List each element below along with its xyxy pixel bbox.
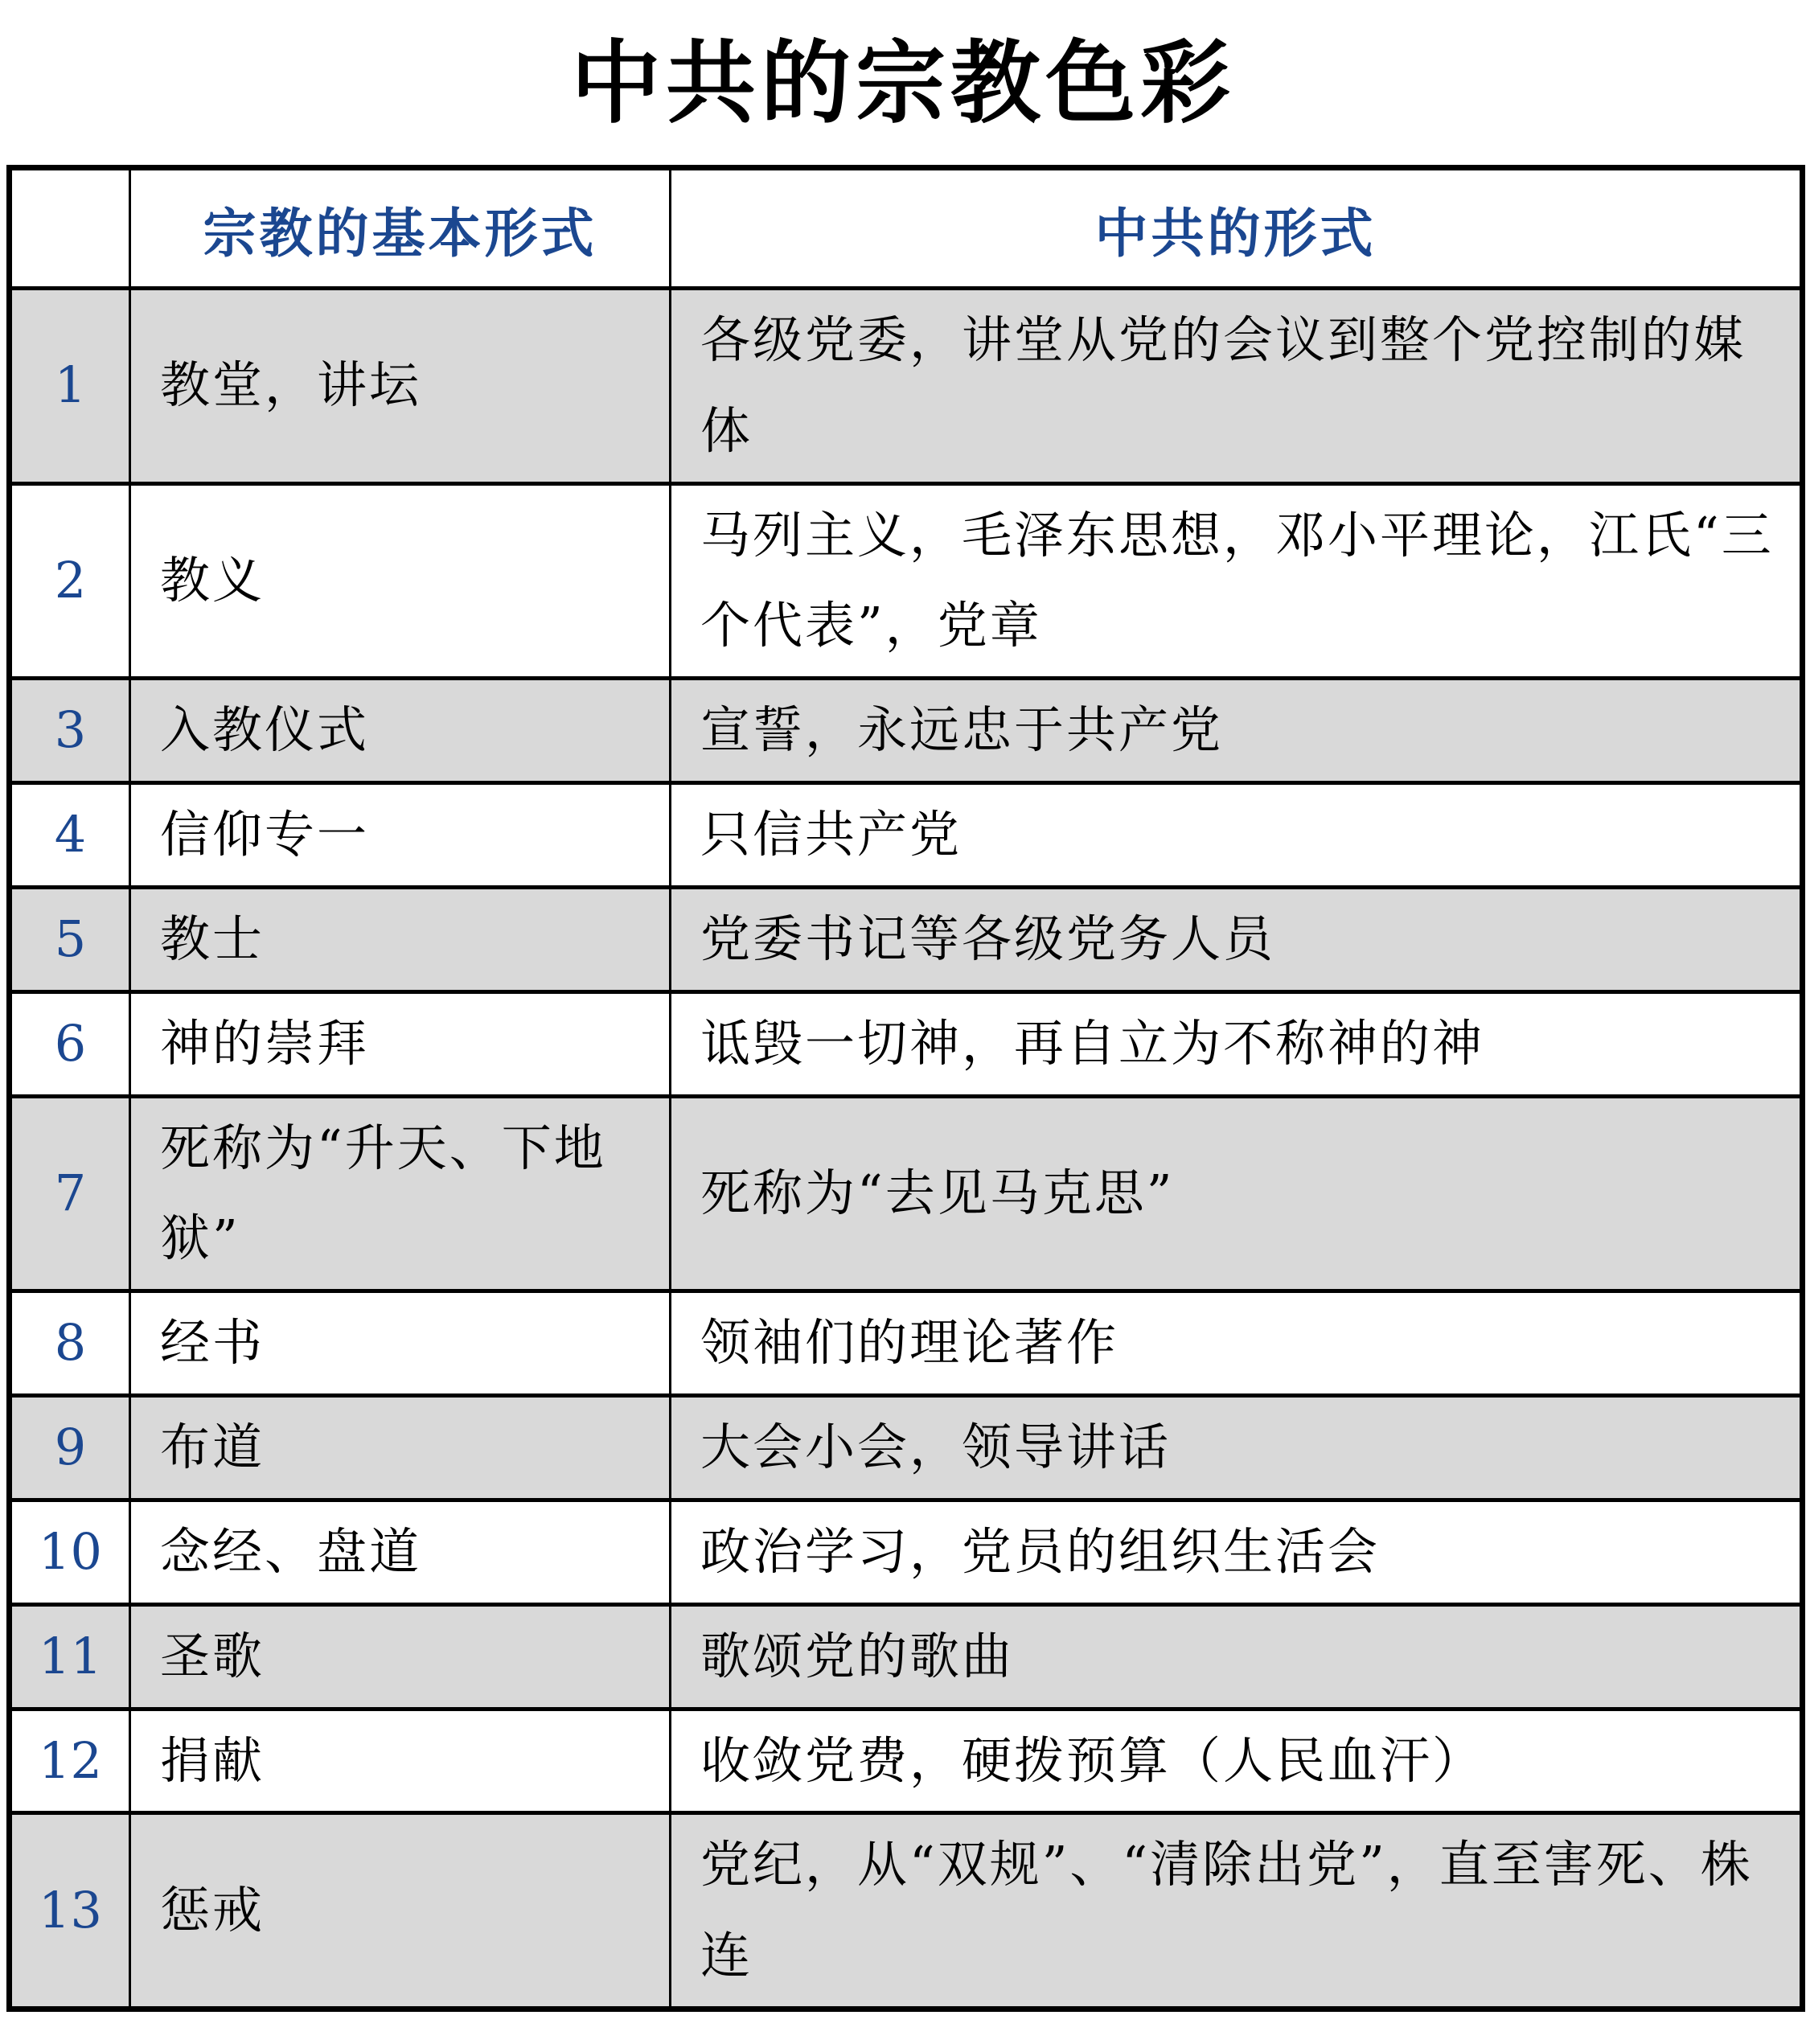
table-row xyxy=(10,1604,1803,1709)
ccp-form-cell: 大会小会，领导讲话 xyxy=(671,1396,1803,1500)
ccp-form-cell: 各级党委，讲堂从党的会议到整个党控制的媒体 xyxy=(671,289,1803,484)
ccp-form-cell: 宣誓，永远忠于共产党 xyxy=(671,679,1803,783)
basic-form-cell: 教堂，讲坛 xyxy=(130,289,671,484)
row-number-cell: 13 xyxy=(10,1813,130,2009)
table-row xyxy=(10,1396,1803,1500)
basic-form-cell: 教士 xyxy=(130,887,671,991)
ccp-form-cell: 收敛党费，硬拨预算（人民血汗） xyxy=(671,1709,1803,1813)
table-row xyxy=(10,1291,1803,1396)
basic-form-cell: 惩戒 xyxy=(130,1813,671,2009)
ccp-form-cell: 党纪，从“双规”、“清除出党”，直至害死、株连 xyxy=(671,1813,1803,2009)
header-row xyxy=(10,168,1803,289)
row-number-cell: 6 xyxy=(10,991,130,1096)
page xyxy=(0,11,1806,2012)
ccp-form-cell: 只信共产党 xyxy=(671,783,1803,888)
table-row xyxy=(10,1709,1803,1813)
table-row xyxy=(10,783,1803,888)
table-row xyxy=(10,483,1803,679)
table-row xyxy=(10,1813,1803,2009)
table-row xyxy=(10,679,1803,783)
basic-form-cell: 圣歌 xyxy=(130,1604,671,1709)
table-row xyxy=(10,289,1803,484)
table-row xyxy=(10,991,1803,1096)
row-number-cell: 2 xyxy=(10,483,130,679)
row-number-cell: 11 xyxy=(10,1604,130,1709)
basic-form-cell: 教义 xyxy=(130,483,671,679)
table-row xyxy=(10,1096,1803,1291)
ccp-form-cell: 死称为“去见马克思” xyxy=(671,1096,1803,1291)
row-number-cell: 3 xyxy=(10,679,130,783)
ccp-form-cell: 领袖们的理论著作 xyxy=(671,1291,1803,1396)
ccp-form-cell: 马列主义，毛泽东思想，邓小平理论，江氏“三个代表”，党章 xyxy=(671,483,1803,679)
page-title: 中共的宗教色彩 xyxy=(571,31,1235,136)
basic-form-cell: 捐献 xyxy=(130,1709,671,1813)
row-number-cell: 4 xyxy=(10,783,130,888)
ccp-form-cell: 党委书记等各级党务人员 xyxy=(671,887,1803,991)
basic-form-cell: 信仰专一 xyxy=(130,783,671,888)
row-number-cell: 8 xyxy=(10,1291,130,1396)
religion-comparison-table xyxy=(6,165,1805,2012)
basic-form-cell: 神的崇拜 xyxy=(130,991,671,1096)
row-number-cell: 1 xyxy=(10,289,130,484)
row-number-cell: 5 xyxy=(10,887,130,991)
ccp-form-cell: 歌颂党的歌曲 xyxy=(671,1604,1803,1709)
header-basic-form: 宗教的基本形式 xyxy=(130,168,671,289)
ccp-form-cell: 诋毁一切神，再自立为不称神的神 xyxy=(671,991,1803,1096)
row-number-cell: 9 xyxy=(10,1396,130,1500)
table-row xyxy=(10,1500,1803,1604)
header-number-cell xyxy=(10,168,130,289)
basic-form-cell: 布道 xyxy=(130,1396,671,1500)
basic-form-cell: 经书 xyxy=(130,1291,671,1396)
table-body xyxy=(10,289,1803,2009)
table-row xyxy=(10,887,1803,991)
row-number-cell: 7 xyxy=(10,1096,130,1291)
basic-form-cell: 念经、盘道 xyxy=(130,1500,671,1604)
header-ccp-form: 中共的形式 xyxy=(671,168,1803,289)
row-number-cell: 12 xyxy=(10,1709,130,1813)
basic-form-cell: 入教仪式 xyxy=(130,679,671,783)
basic-form-cell: 死称为“升天、下地狱” xyxy=(130,1096,671,1291)
ccp-form-cell: 政治学习，党员的组织生活会 xyxy=(671,1500,1803,1604)
row-number-cell: 10 xyxy=(10,1500,130,1604)
